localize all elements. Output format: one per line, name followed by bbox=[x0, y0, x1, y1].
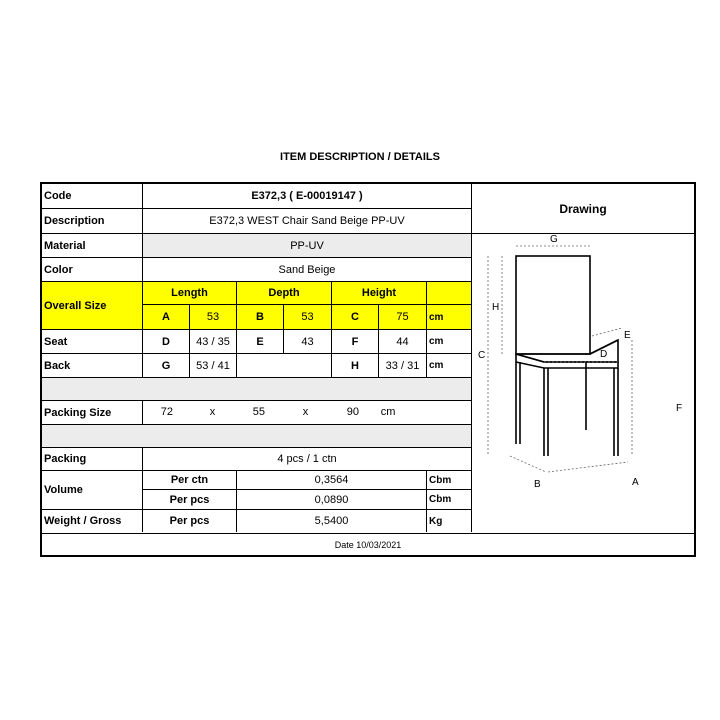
packing-size-row bbox=[42, 401, 472, 424]
e-value: 43 bbox=[284, 330, 332, 353]
weight-label: Weight / Gross bbox=[42, 510, 143, 532]
code-label: Code bbox=[42, 184, 143, 208]
weight-row bbox=[42, 510, 472, 532]
volume-pcs-value: 0,0890 bbox=[237, 490, 427, 509]
volume-per-pcs: Per pcs bbox=[143, 490, 237, 509]
overall-size-block bbox=[42, 282, 472, 329]
code-row bbox=[42, 184, 472, 208]
packing-size-label: Packing Size bbox=[42, 401, 143, 424]
description-row bbox=[42, 209, 472, 233]
a-letter: A bbox=[143, 305, 190, 329]
volume-ctn-unit: Cbm bbox=[427, 471, 472, 489]
label-e: E bbox=[624, 330, 631, 341]
dim-a-line bbox=[548, 462, 628, 472]
label-d: D bbox=[600, 349, 608, 360]
weight-value: 5,5400 bbox=[237, 510, 427, 532]
label-c: C bbox=[478, 350, 486, 361]
g-letter: G bbox=[143, 354, 190, 377]
color-label: Color bbox=[42, 258, 143, 281]
packing-height: 90 bbox=[346, 406, 360, 418]
header-blank bbox=[427, 282, 472, 304]
chair-backrest bbox=[516, 256, 590, 354]
height-header: Height bbox=[332, 282, 427, 304]
seat-unit: cm bbox=[427, 330, 472, 353]
h-value: 33 / 31 bbox=[379, 354, 427, 377]
label-b: B bbox=[534, 479, 541, 490]
b-value: 53 bbox=[284, 305, 332, 329]
label-h: H bbox=[492, 302, 500, 313]
label-a: A bbox=[632, 477, 639, 488]
color-value: Sand Beige bbox=[143, 258, 472, 281]
seat-label: Seat bbox=[42, 330, 143, 353]
spacer-row bbox=[42, 378, 472, 400]
chair-drawing bbox=[472, 234, 694, 532]
overall-size-label: Overall Size bbox=[42, 282, 143, 329]
packing-x1: x bbox=[209, 406, 216, 418]
f-letter: F bbox=[332, 330, 379, 353]
c-letter: C bbox=[332, 305, 379, 329]
details-table bbox=[40, 182, 696, 557]
packing-row bbox=[42, 448, 472, 470]
page-title: ITEM DESCRIPTION / DETAILS bbox=[280, 151, 440, 163]
chair-diagram bbox=[472, 234, 694, 532]
material-row bbox=[42, 234, 472, 257]
drawing-title: Drawing bbox=[472, 184, 694, 234]
label-g: G bbox=[550, 234, 558, 245]
volume-pcs-unit: Cbm bbox=[427, 490, 472, 509]
d-letter: D bbox=[143, 330, 190, 353]
f-value: 44 bbox=[379, 330, 427, 353]
back-unit: cm bbox=[427, 354, 472, 377]
material-label: Material bbox=[42, 234, 143, 257]
label-f: F bbox=[676, 403, 683, 414]
packing-value: 4 pcs / 1 ctn bbox=[143, 448, 472, 470]
packing-label: Packing bbox=[42, 448, 143, 470]
length-header: Length bbox=[143, 282, 237, 304]
packing-length: 72 bbox=[160, 406, 174, 418]
a-value: 53 bbox=[190, 305, 237, 329]
description-value: E372,3 WEST Chair Sand Beige PP-UV bbox=[143, 209, 472, 233]
weight-unit: Kg bbox=[427, 510, 472, 532]
seat-row bbox=[42, 330, 472, 353]
volume-ctn-value: 0,3564 bbox=[237, 471, 427, 489]
e-letter: E bbox=[237, 330, 284, 353]
b-letter: B bbox=[237, 305, 284, 329]
back-blank bbox=[237, 354, 332, 377]
h-letter: H bbox=[332, 354, 379, 377]
code-value: E372,3 ( E-00019147 ) bbox=[143, 184, 472, 208]
description-label: Description bbox=[42, 209, 143, 233]
color-row bbox=[42, 258, 472, 281]
packing-x2: x bbox=[302, 406, 309, 418]
dim-b-line bbox=[510, 456, 546, 472]
weight-per-pcs: Per pcs bbox=[143, 510, 237, 532]
spacer-row-2 bbox=[42, 425, 472, 447]
material-value: PP-UV bbox=[143, 234, 472, 257]
back-row bbox=[42, 354, 472, 377]
date-footer: Date 10/03/2021 bbox=[42, 533, 694, 556]
c-value: 75 bbox=[379, 305, 427, 329]
dim-e-line bbox=[592, 328, 622, 336]
d-value: 43 / 35 bbox=[190, 330, 237, 353]
g-value: 53 / 41 bbox=[190, 354, 237, 377]
volume-per-ctn: Per ctn bbox=[143, 471, 237, 489]
volume-block bbox=[42, 471, 472, 509]
back-label: Back bbox=[42, 354, 143, 377]
overall-unit: cm bbox=[427, 305, 472, 329]
packing-unit: cm bbox=[380, 406, 396, 418]
depth-header: Depth bbox=[237, 282, 332, 304]
packing-width: 55 bbox=[252, 406, 266, 418]
volume-label: Volume bbox=[42, 471, 143, 509]
